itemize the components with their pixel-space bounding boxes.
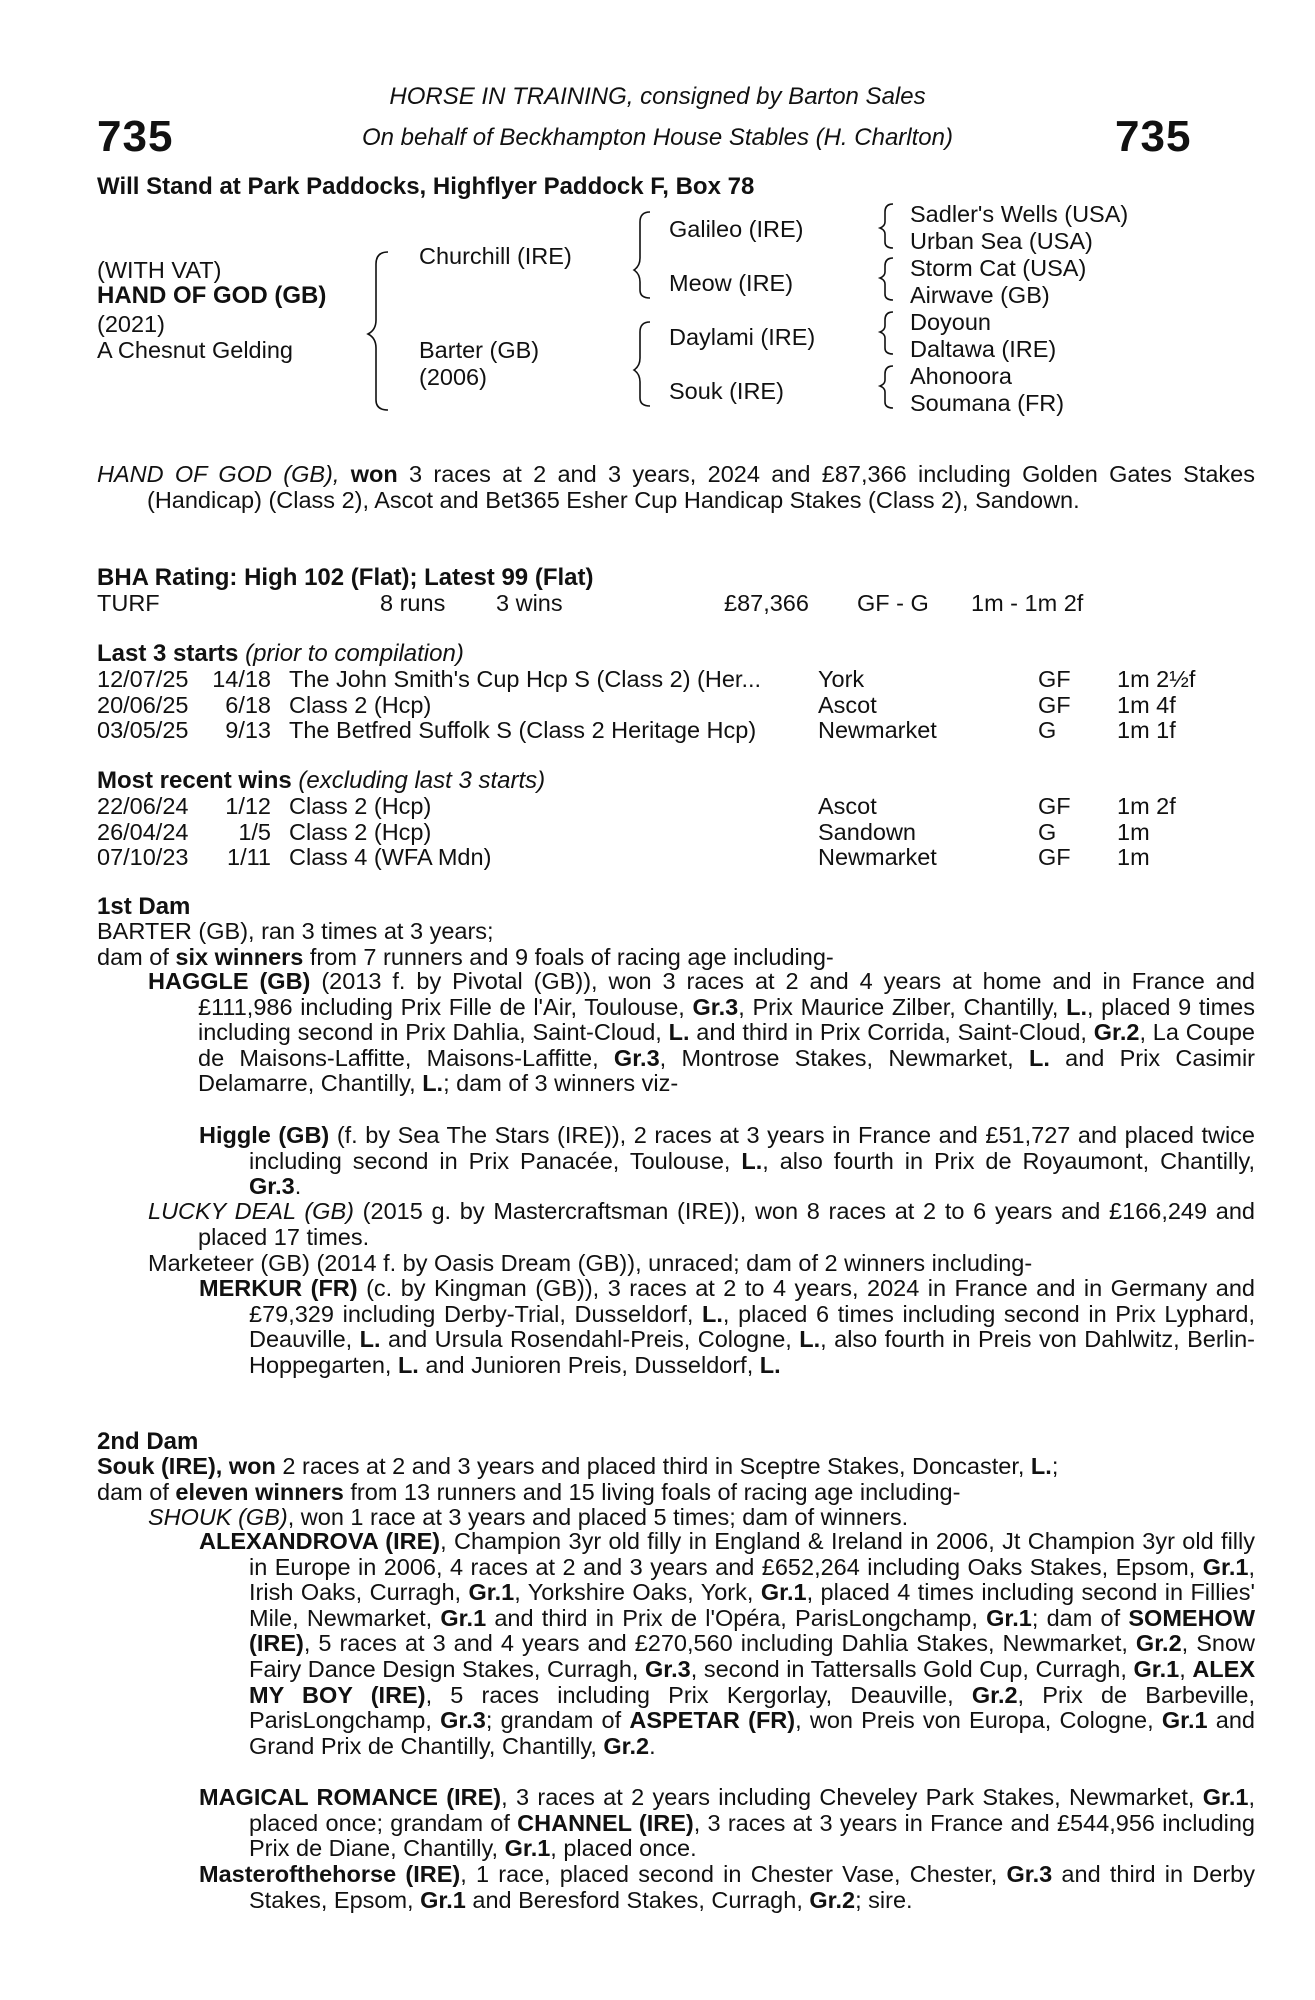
stable-location: Will Stand at Park Paddocks, Highflyer Paddock F, Box 78	[97, 173, 755, 200]
recent-win-course: Sandown	[818, 818, 916, 845]
recent-win-pos: 1/5	[238, 818, 271, 845]
recent-wins-note: (excluding last 3 starts)	[298, 767, 546, 794]
first-dam-title: 1st Dam	[97, 893, 191, 920]
turf-stats-row	[97, 590, 1207, 616]
lucky-deal-text: (2015 g. by Mastercraftsman (IRE)), won 8 races at 2 to 6 years and £166,249 and placed 17 times.	[198, 1198, 1255, 1250]
recent-win-pos: 1/12	[225, 793, 271, 819]
vat-label: (WITH VAT)	[97, 257, 222, 283]
recent-wins-title: Most recent wins	[97, 767, 292, 794]
merkur-name: MERKUR (FR)	[199, 1275, 358, 1301]
bha-rating: BHA Rating: High 102 (Flat); Latest 99 (Flat)	[97, 564, 594, 591]
marketeer-entry: Marketeer (GB) (2014 f. by Oasis Dream (GB)), unraced; dam of 2 winners including-	[148, 1250, 1033, 1276]
last-start-pos: 9/13	[225, 717, 271, 743]
turf-earnings: £87,366	[724, 590, 809, 616]
higgle-name: Higgle (GB)	[199, 1122, 330, 1148]
granddam-sire: Meow (IRE)	[669, 270, 794, 296]
last-start-course: Ascot	[818, 691, 877, 718]
souk-winners-count: eleven winners	[175, 1479, 344, 1505]
last-start-race: The John Smith's Cup Hcp S (Class 2) (Her...	[289, 666, 762, 692]
recent-win-dist: 1m	[1117, 844, 1150, 870]
recent-win-course: Newmarket	[818, 844, 937, 870]
higgle-entry: Higgle (GB) (f. by Sea The Stars (IRE)), 2 races at 3 years in France and £51,727 and placed twice including second in Prix Panacée, Toulouse, L., also fourth in Prix de Royaumont, Chantilly, Gr.3.	[199, 1122, 1255, 1200]
turf-going: GF - G	[857, 590, 929, 616]
ggs-1: Sadler's Wells (USA)	[910, 201, 1129, 227]
ggs-2: Urban Sea (USA)	[910, 228, 1093, 254]
dam-year: (2006)	[419, 364, 487, 390]
last-start-dist: 1m 1f	[1117, 717, 1176, 743]
masterofthehorse-name: Masterofthehorse (IRE)	[199, 1861, 461, 1887]
last-start-going: GF	[1038, 666, 1071, 692]
ggs-6: Daltawa (IRE)	[910, 336, 1057, 362]
souk-name: Souk (IRE),	[97, 1453, 223, 1479]
shouk-entry	[148, 1504, 908, 1531]
first-dam-line1: BARTER (GB), ran 3 times at 3 years;	[97, 918, 494, 944]
souk-dam-of: dam of	[97, 1479, 169, 1505]
last-start-course: York	[818, 666, 865, 692]
second-dam-title: 2nd Dam	[97, 1428, 199, 1455]
ggs-8: Soumana (FR)	[910, 390, 1065, 416]
recent-win-race: Class 2 (Hcp)	[289, 793, 432, 819]
horse-description: A Chesnut Gelding	[97, 337, 293, 363]
last-starts-title: Last 3 starts	[97, 640, 239, 667]
second-dam-line2	[97, 1479, 960, 1506]
sire-name: Churchill (IRE)	[419, 243, 572, 269]
foaling-year: (2021)	[97, 311, 165, 337]
lot-number-right: 735	[1115, 112, 1192, 161]
last-start-date: 12/07/25	[97, 666, 189, 692]
recent-win-dist: 1m	[1117, 818, 1150, 845]
alexandrova-entry: ALEXANDROVA (IRE), Champion 3yr old filly in England & Ireland in 2006, Jt Champion 3yr old filly in Europe in 2006, 4 races at 2 and 3 years and £652,264 including Oaks Stakes, Epsom, Gr.1, Irish Oaks, Curragh, Gr.1, Yorkshire Oaks, York, Gr.1, placed 4 times including second in Fillies' Mile, Newmarket, Gr.1 and third in Prix de l'Opéra, ParisLongchamp, Gr.1; dam of SOMEHOW (IRE), 5 races at 3 and 4 years and £270,560 including Dahlia Stakes, Newmarket, Gr.2, Snow Fairy Dance Design Stakes, Curragh, Gr.3, second in Tattersalls Gold Cup, Curragh, Gr.1, ALEX MY BOY (IRE), 5 races including Prix Kergorlay, Deauville, Gr.2, Prix de Barbeville, ParisLongchamp, Gr.3; grandam of ASPETAR (FR), won Preis von Europa, Cologne, Gr.1 and Grand Prix de Chantilly, Chantilly, Gr.2.	[199, 1528, 1256, 1759]
last-start-dist: 1m 4f	[1117, 691, 1176, 718]
consignor-line: HORSE IN TRAINING, consigned by Barton Sales	[389, 83, 926, 110]
last-starts-note: (prior to compilation)	[245, 640, 464, 667]
winners-count: six winners	[175, 944, 304, 970]
recent-win-pos: 1/11	[227, 844, 271, 870]
last-start-course: Newmarket	[818, 717, 937, 743]
last-start-race: Class 2 (Hcp)	[289, 691, 432, 718]
grandsire-sire: Galileo (IRE)	[669, 216, 804, 242]
summary-horse-name: HAND OF GOD (GB),	[97, 461, 340, 487]
last-start-going: GF	[1038, 691, 1071, 718]
recent-win-row	[97, 844, 1207, 870]
vendor-line: On behalf of Beckhampton House Stables (H. Charlton)	[362, 124, 953, 151]
dam-of-rest: from 7 runners and 9 foals of racing age including-	[309, 944, 834, 970]
second-dam-line1: Souk (IRE), won 2 races at 2 and 3 years and placed third in Sceptre Stakes, Doncaster, L.;	[97, 1453, 1059, 1479]
horse-name: HAND OF GOD (GB)	[97, 282, 327, 309]
recent-win-race: Class 4 (WFA Mdn)	[289, 844, 492, 870]
last-starts-heading	[97, 640, 464, 668]
recent-win-course: Ascot	[818, 793, 877, 819]
last-start-going: G	[1038, 717, 1057, 743]
recent-wins-heading	[97, 767, 545, 795]
souk-text: 2 races at 2 and 3 years and placed third in Sceptre Stakes, Doncaster,	[282, 1453, 1025, 1479]
ggs-4: Airwave (GB)	[910, 282, 1050, 308]
haggle-name: HAGGLE (GB)	[148, 968, 311, 994]
last-start-race: The Betfred Suffolk S (Class 2 Heritage Hcp)	[289, 717, 757, 743]
magical-romance-entry: MAGICAL ROMANCE (IRE), 3 races at 2 years including Cheveley Park Stakes, Newmarket, Gr.1, placed once; grandam of CHANNEL (IRE), 3 races at 3 years in France and £544,956 including Prix de Diane, Chantilly, Gr.1, placed once.	[199, 1784, 1255, 1862]
last-start-date: 03/05/25	[97, 717, 189, 743]
race-summary	[97, 462, 1255, 513]
dam-name: Barter (GB)	[419, 337, 540, 363]
recent-win-race: Class 2 (Hcp)	[289, 818, 432, 845]
recent-win-date: 07/10/23	[97, 844, 189, 870]
dam-of-text: dam of	[97, 944, 169, 970]
ggs-3: Storm Cat (USA)	[910, 255, 1087, 281]
last-start-pos: 6/18	[225, 691, 271, 718]
souk-dam-of-rest: from 13 runners and 15 living foals of racing age including-	[350, 1479, 961, 1505]
turf-wins: 3 wins	[496, 590, 563, 616]
recent-win-dist: 1m 2f	[1117, 793, 1176, 819]
lucky-deal-name: LUCKY DEAL (GB)	[148, 1198, 354, 1224]
last-start-row	[97, 717, 1207, 743]
grandsire-dam: Daylami (IRE)	[669, 324, 816, 350]
summary-won: won	[350, 461, 398, 487]
lucky-deal-entry	[148, 1199, 1255, 1250]
recent-win-row	[97, 819, 1207, 845]
ggs-7: Ahonoora	[910, 363, 1012, 389]
haggle-entry: HAGGLE (GB) (2013 f. by Pivotal (GB)), won 3 races at 2 and 4 years at home and in France and £111,986 including Prix Fille de l'Air, Toulouse, Gr.3, Prix Maurice Zilber, Chantilly, L., placed 9 times including second in Prix Dahlia, Saint-Cloud, L. and third in Prix Corrida, Saint-Cloud, Gr.2, La Coupe de Maisons-Laffitte, Maisons-Laffitte, Gr.3, Montrose Stakes, Newmarket, L. and Prix Casimir Delamarre, Chantilly, L.; dam of 3 winners viz-	[148, 968, 1255, 1097]
first-dam-line2	[97, 944, 834, 971]
last-start-pos: 14/18	[212, 666, 271, 692]
ggs-5: Doyoun	[910, 309, 991, 335]
souk-won: won	[228, 1453, 276, 1479]
turf-label: TURF	[97, 590, 160, 616]
turf-distance: 1m - 1m 2f	[971, 590, 1084, 616]
haggle-text: (2013 f. by Pivotal (GB)), won 3 races at 2 and 4 years at home and in France and £111,986 including Prix Fille de l'Air, Toulouse,	[198, 968, 1255, 1020]
alexandrova-name: ALEXANDROVA (IRE)	[199, 1528, 441, 1554]
magical-romance-name: MAGICAL ROMANCE (IRE)	[199, 1784, 502, 1810]
recent-win-going: GF	[1038, 844, 1071, 870]
summary-text: 3 races at 2 and 3 years, 2024 and £87,366 including Golden Gates Stakes (Handicap) (Class 2), Ascot and Bet365 Esher Cup Handicap Stakes (Class 2), Sandown.	[147, 461, 1256, 513]
shouk-text: , won 1 race at 3 years and placed 5 times; dam of winners.	[287, 1504, 909, 1530]
granddam-dam: Souk (IRE)	[669, 378, 784, 404]
recent-win-row	[97, 793, 1207, 819]
last-start-row	[97, 666, 1207, 692]
recent-win-date: 26/04/24	[97, 818, 189, 845]
recent-win-going: GF	[1038, 793, 1071, 819]
shouk-name: SHOUK (GB)	[148, 1504, 288, 1530]
merkur-entry: MERKUR (FR) (c. by Kingman (GB)), 3 races at 2 to 4 years, 2024 in France and in Germany and £79,329 including Derby-Trial, Dusseldorf, L., placed 6 times including second in Prix Lyphard, Deauville, L. and Ursula Rosendahl-Preis, Cologne, L., also fourth in Preis von Dahlwitz, Berlin-Hoppegarten, L. and Junioren Preis, Dusseldorf, L.	[199, 1275, 1256, 1378]
turf-runs: 8 runs	[380, 590, 446, 616]
recent-win-date: 22/06/24	[97, 793, 189, 819]
last-start-dist: 1m 2½f	[1117, 666, 1196, 692]
recent-win-going: G	[1038, 818, 1057, 845]
masterofthehorse-entry: Masterofthehorse (IRE), 1 race, placed second in Chester Vase, Chester, Gr.3 and third in Derby Stakes, Epsom, Gr.1 and Beresford Stakes, Curragh, Gr.2; sire.	[199, 1861, 1255, 1913]
lot-number-left: 735	[97, 112, 174, 161]
last-start-row	[97, 692, 1207, 718]
last-start-date: 20/06/25	[97, 691, 189, 718]
